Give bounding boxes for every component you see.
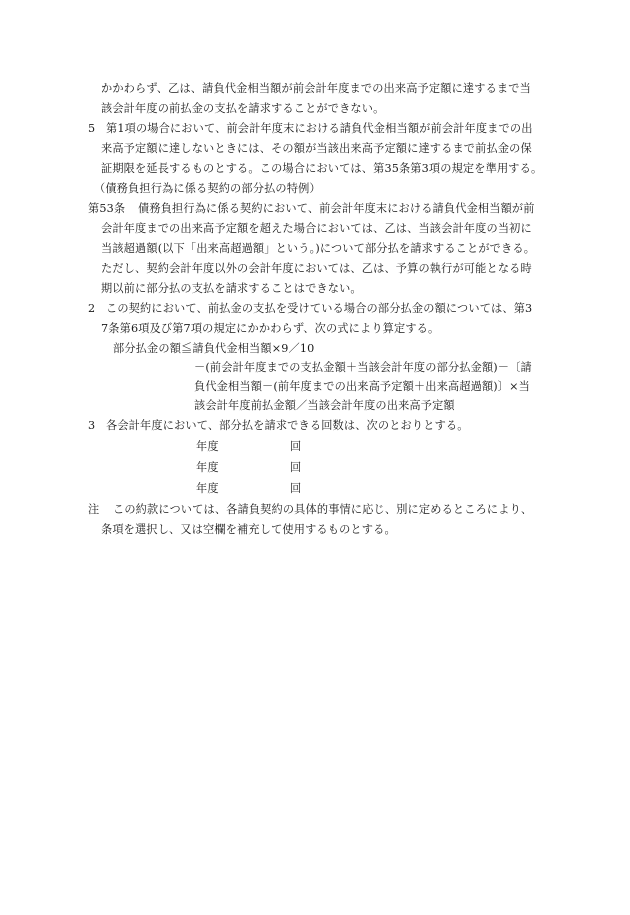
times-label: 回: [290, 440, 302, 453]
text-line: 会計年度までの出来高予定額を超えた場合においては、乙は、当該会計年度の当初に: [101, 222, 532, 235]
times-label: 回: [290, 461, 302, 474]
formula-line: 部分払金の額≦請負代金相当額×9／10: [113, 342, 315, 355]
times-label: 回: [290, 482, 302, 495]
text-line: 7条第6項及び第7項の規定にかかわらず、次の式により算定する。: [101, 322, 440, 335]
text-line: ただし、契約会計年度以外の会計年度においては、乙は、予算の執行が可能となる時: [101, 262, 532, 275]
note-line: この約款については、各請負契約の具体的事情に応じ、別に定めるところにより、: [113, 503, 533, 516]
note-line: 条項を選択し、又は空欄を補充して使用するものとする。: [101, 523, 396, 536]
clause-number: 2: [88, 302, 96, 315]
clause-number: 5: [88, 122, 96, 135]
year-label: 年度: [196, 461, 219, 474]
text-line: 債務負担行為に係る契約において、前会計年度末における請負代金相当額が前: [138, 202, 535, 215]
text-line: 来高予定額に達しないときには、その額が当該出来高予定額に達するまで前払金の保: [101, 142, 532, 155]
text-line: この契約において、前払金の支払を受けている場合の部分払金の額については、第3: [106, 302, 533, 315]
formula-line: 該会計年度前払金額／当該会計年度の出来高予定額: [194, 399, 455, 412]
article-number: 第53条: [88, 202, 126, 215]
year-label: 年度: [196, 482, 219, 495]
note-label: 注: [88, 503, 100, 516]
article-heading: （債務負担行為に係る契約の部分払の特例）: [94, 182, 321, 195]
formula-line: －(前会計年度までの支払金額＋当該会計年度の部分払金額)－〔請: [194, 361, 532, 374]
text-line: 該会計年度の前払金の支払を請求することができない。: [101, 102, 385, 115]
formula-line: 負代金相当額－(前年度までの出来高予定額＋出来高超過額)〕×当: [194, 380, 531, 393]
clause-number: 3: [88, 419, 96, 432]
text-line: 各会計年度において、部分払を請求できる回数は、次のとおりとする。: [106, 419, 469, 432]
year-label: 年度: [196, 440, 219, 453]
text-line: 証期限を延長するものとする。この場合においては、第35条第3項の規定を準用する。: [101, 162, 543, 175]
text-line: 期以前に部分払の支払を請求することはできない。: [101, 282, 362, 295]
text-line: かかわらず、乙は、請負代金相当額が前会計年度までの出来高予定額に達するまで当: [101, 82, 531, 95]
text-line: 第1項の場合において、前会計年度末における請負代金相当額が前会計年度までの出: [106, 122, 533, 135]
text-line: 当該超過額(以下「出来高超過額」という。)について部分払を請求することができる。: [101, 242, 536, 255]
